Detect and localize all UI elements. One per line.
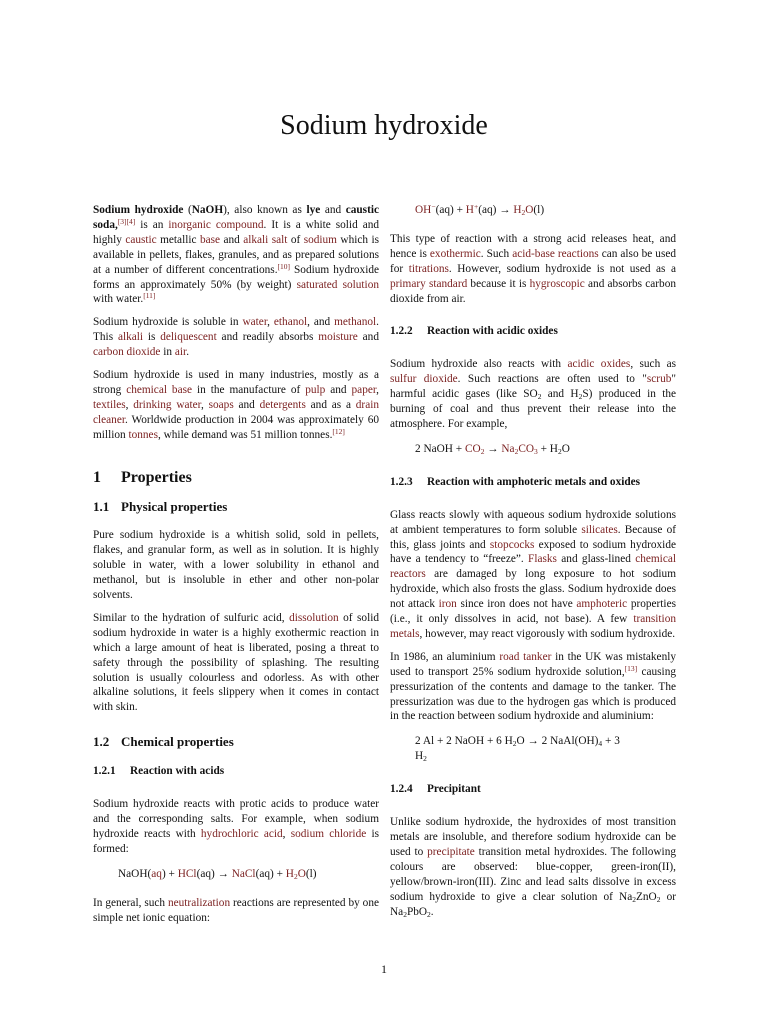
link-flasks[interactable]: Flasks (528, 553, 557, 566)
link-hydroxide[interactable]: OH− (415, 202, 436, 216)
citation-link[interactable]: [11] (143, 291, 156, 301)
link-detergents[interactable]: detergents (259, 398, 306, 411)
section-heading-precipitant: 1.2.4 Precipitant (390, 783, 481, 796)
oxides-paragraph: Sodium hydroxide also reacts with acidic oxides, such as sulfur dioxide. Such reactions are often used to "scrub" harmful acidic gases (like $SO_2$ and $H_2S$) produced in the burning of coal and thus prevent their release into the atmosphere. For example, (390, 358, 677, 430)
physical-paragraph-2: Similar to the hydration of sulfuric acid, dissolution of solid sodium hydroxide in water is a highly exothermic reaction in which a large amount of heat is liberated, posing a threat to safety through the possibility of splashing. The resulting solution is usually colourless and odorless. As with other alkaline solutions, it feels slippery when it comes in contact with skin. (93, 611, 379, 714)
acids-paragraph-3: This type of reaction with a strong acid releases heat, and hence is exothermic. Such acid-base reactions can also be used for titrations. However, sodium hydroxide is not used as a primary standard because it is hygroscopic and absorbs carbon dioxide from air. (390, 232, 676, 305)
link-moisture[interactable]: moisture (318, 331, 358, 344)
link-transition-metals[interactable]: transition metals (390, 613, 676, 640)
citation-link[interactable]: [10] (277, 261, 291, 271)
amphoteric-paragraph-2: In 1986, an aluminium road tanker in the UK was mistakenly used to transport 25% sodium hydroxide solution,[13] causing pressurization of the contents and damage to the tanker. The pressurization was due to the hydrogen gas which is produced in the reaction between sodium hydroxide and aluminium: (390, 650, 677, 723)
link-hydron[interactable]: H+ (465, 202, 479, 216)
link-drinking-water[interactable]: drinking water (133, 398, 201, 411)
section-heading-properties: 1 Properties (93, 468, 192, 486)
link-hcl[interactable]: HCl (177, 867, 197, 880)
link-tonnes[interactable]: tonnes (128, 428, 158, 441)
citation-link[interactable]: [4] (126, 216, 136, 226)
link-aq[interactable]: aq (151, 867, 162, 880)
link-hygroscopic[interactable]: hygroscopic (529, 277, 585, 290)
link-nacl[interactable]: NaCl (231, 867, 256, 880)
link-carbon-dioxide[interactable]: carbon dioxide (93, 346, 161, 359)
link-stopcocks[interactable]: stopcocks (489, 538, 535, 551)
link-salt[interactable]: salt (268, 233, 288, 246)
link-air[interactable]: air (174, 346, 187, 359)
right-column (390, 203, 676, 927)
link-silicates[interactable]: silicates (581, 523, 618, 536)
link-sulfur-dioxide[interactable]: sulfur dioxide (390, 373, 458, 386)
link-chemical-base[interactable]: chemical base (126, 383, 192, 396)
section-heading-chemical-properties: 1.2 Chemical properties (93, 734, 234, 750)
acids-paragraph-2: In general, such neutralization reactions are represented by one simple net ionic equation: (93, 896, 379, 924)
uses-paragraph: Sodium hydroxide is used in many industries, mostly as a strong chemical base in the manufacture of pulp and paper, textiles, drinking water, soaps and detergents and as a drain cleaner. Worldwide production in 2004 was approximately 60 million tonnes, while demand was 51 million tonnes.[12] (93, 369, 379, 441)
link-dissolution[interactable]: dissolution (289, 611, 339, 624)
link-pulp[interactable]: pulp (305, 383, 326, 396)
link-scrub[interactable]: scrub (646, 373, 672, 386)
acids-paragraph-1: Sodium hydroxide reacts with protic acids to produce water and the corresponding salts. For example, when sodium hydroxide reacts with hydrochloric acid, sodium chloride is formed: (93, 798, 380, 855)
link-water[interactable]: water (242, 316, 268, 329)
page-title: Sodium hydroxide (280, 110, 488, 141)
link-drain-cleaner[interactable]: drain cleaner (93, 398, 379, 426)
link-alkali[interactable]: alkali (243, 233, 269, 246)
section-heading-amphoteric: 1.2.3 Reaction with amphoteric metals and oxides (390, 475, 641, 488)
left-column (93, 203, 379, 933)
link-water[interactable]: $H_2O$ (285, 867, 306, 881)
intro-paragraph: Sodium hydroxide (NaOH), also known as lye and caustic soda,[3][4] is an inorganic compound. It is a white solid and highly caustic metallic base and alkali salt of sodium which is available in pellets, flakes, granules, and as prepared solutions at a number of different concentrations.[10] Sodium hydroxide forms an approximately 50% (by weight) saturated solution with water.[11] (93, 204, 379, 306)
link-primary-standard[interactable]: primary standard (390, 277, 468, 290)
link-sodium-carbonate[interactable]: $Na_2CO_3$ (501, 442, 538, 456)
equation-aluminium: 2 Al + 2 NaOH + 6 $H_2O \to 2$ $NaAl(OH)_4 + 3$ $H_2$ (415, 735, 620, 764)
link-amphoteric[interactable]: amphoteric (576, 598, 628, 611)
link-exothermic[interactable]: exothermic (429, 247, 481, 260)
section-heading-acidic-oxides: 1.2.2 Reaction with acidic oxides (390, 325, 558, 338)
link-textiles[interactable]: textiles (93, 398, 126, 411)
link-neutralization[interactable]: neutralization (167, 896, 231, 909)
page-number: 1 (381, 962, 387, 976)
link-caustic[interactable]: caustic (125, 233, 157, 246)
link-ethanol[interactable]: ethanol (273, 316, 308, 329)
citation-link[interactable]: [3] (117, 216, 127, 226)
section-heading-reaction-with-acids: 1.2.1 Reaction with acids (93, 765, 225, 778)
link-paper[interactable]: paper (351, 383, 377, 396)
link-road-tanker[interactable]: road tanker (499, 650, 552, 663)
citation-link[interactable]: [13] (624, 663, 638, 673)
solubility-paragraph: Sodium hydroxide is soluble in water, ethanol, and methanol. This alkali is deliquescent and readily absorbs moisture and carbon dioxide in air. (93, 316, 379, 359)
link-base[interactable]: base (199, 233, 221, 246)
link-soaps[interactable]: soaps (208, 398, 234, 411)
link-titrations[interactable]: titrations (408, 262, 449, 275)
link-iron[interactable]: iron (438, 598, 457, 611)
link-sodium-chloride[interactable]: sodium chloride (290, 827, 367, 840)
equation-net-ionic: $OH^-(aq) + H^+(aq) \to H_2O(l)$ (415, 202, 545, 217)
link-carbon-dioxide[interactable]: $CO_2$ (464, 442, 485, 456)
link-water[interactable]: $H_2O$ (513, 204, 534, 217)
link-acidic-oxides[interactable]: acidic oxides (567, 358, 631, 371)
amphoteric-paragraph-1: Glass reacts slowly with aqueous sodium hydroxide solutions at ambient temperatures to form soluble silicates. Because of this, glass joints and stopcocks exposed to sodium hydroxide have a tendency to “freeze”. Flasks and glass-lined chemical reactors are damaged by long exposure to hot sodium hydroxide, which also frosts the glass. Sodium hydroxide does not attack iron since iron does not have amphoteric properties (i.e., it only dissolves in acid, not base). A few transition metals, however, may react vigorously with sodium hydroxide. (390, 508, 676, 640)
citation-link[interactable]: [12] (332, 426, 345, 436)
link-precipitate[interactable]: precipitate (427, 845, 475, 858)
link-hydrochloric-acid[interactable]: hydrochloric acid (200, 827, 283, 840)
equation-co2: 2 NaOH + $CO_2 \to Na_2CO_3 + H_2O$ (415, 442, 570, 456)
link-methanol[interactable]: methanol (334, 316, 377, 329)
link-inorganic-compound[interactable]: inorganic compound (168, 218, 264, 231)
link-chemical-reactors[interactable]: chemical reactors (390, 553, 676, 581)
section-heading-physical-properties: 1.1 Physical properties (93, 498, 228, 514)
link-sodium[interactable]: sodium (303, 233, 337, 246)
link-alkali[interactable]: alkali (117, 331, 144, 344)
link-acid-base-reactions[interactable]: acid-base reactions (512, 247, 599, 260)
precipitant-paragraph: Unlike sodium hydroxide, the hydroxides of most transition metals are insoluble, and therefore sodium hydroxide can be used to precipitate transition metal hydroxides. The following colours are observed: blue-copper, green-iron(II), yellow/brown-iron(III). Zinc and lead salts dissolve in excess sodium hydroxide to give a clear solution of $Na_2ZnO_2$ or $Na_2PbO_2$. (390, 816, 676, 919)
link-deliquescent[interactable]: deliquescent (160, 331, 217, 344)
equation-neutralization: NaOH(aq) + HCl(aq) → NaCl(aq) + $H_2O(l)$ (118, 867, 317, 881)
physical-paragraph-1: Pure sodium hydroxide is a whitish solid, sold in pellets, flakes, and granular form, as well as in solution. It is highly soluble in water, with a lower solubility in ethanol and methanol, but is insoluble in ether and other non-polar solvents. (93, 529, 379, 602)
link-saturated-solution[interactable]: saturated solution (296, 278, 379, 291)
